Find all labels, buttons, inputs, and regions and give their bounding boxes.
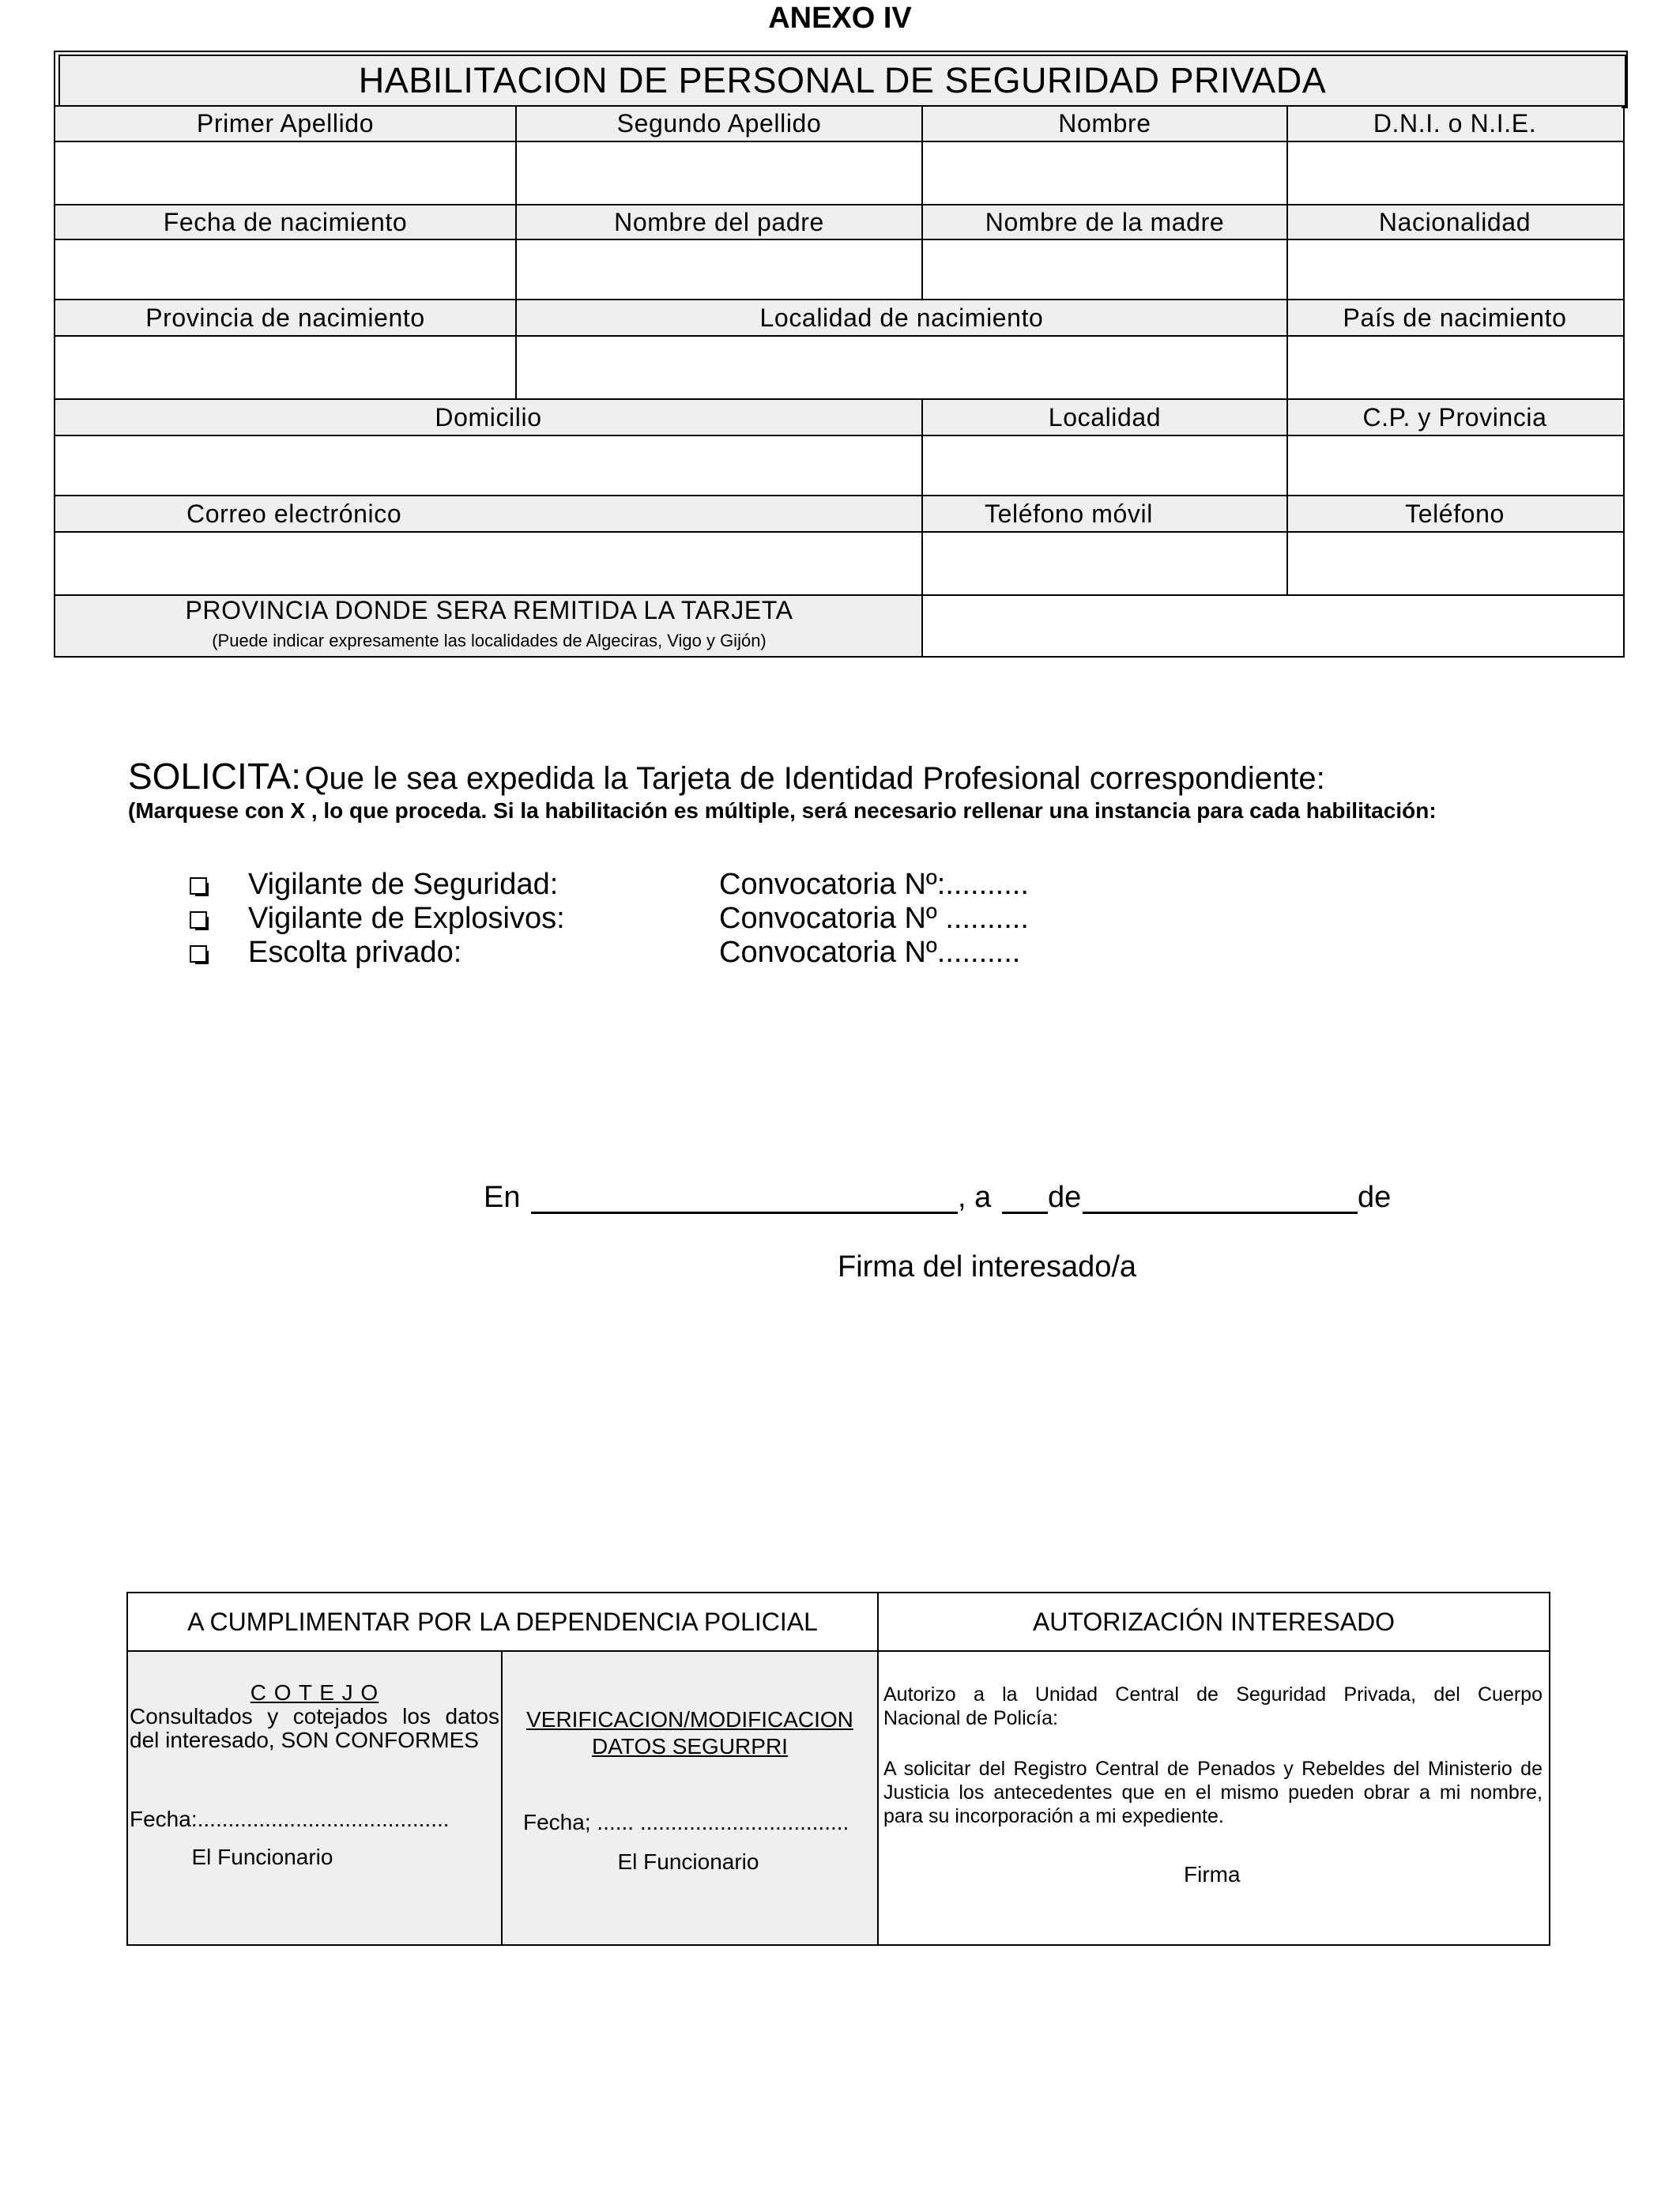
label-fecha-nacimiento: Fecha de nacimiento [55,205,515,239]
checkbox-vigilante-explosivos[interactable] [190,911,207,929]
field-telefono[interactable] [1288,533,1622,594]
field-dni[interactable] [1288,142,1622,204]
option-label: Escolta privado: [248,936,462,969]
label-provincia-nacimiento: Provincia de nacimiento [55,300,515,335]
field-nombre-padre[interactable] [517,240,921,299]
field-localidad[interactable] [923,436,1286,495]
province-label: PROVINCIA DONDE SERA REMITIDA LA TARJETA [185,596,793,624]
verificacion-cell [503,1652,877,1944]
grid-line [1286,299,1288,400]
label-cp-provincia: C.P. y Provincia [1288,400,1622,435]
field-provincia-tarjeta[interactable] [925,596,1622,656]
label-nombre: Nombre [923,107,1286,141]
annex-title: ANEXO IV [768,2,912,35]
verif-fecha: Fecha; ...... .................................. [523,1810,849,1834]
grid-line [1286,105,1288,299]
grid-line [54,299,1625,300]
field-provincia-nacimiento[interactable] [55,337,515,398]
option-convocatoria: Convocatoria Nº.......... [719,936,1021,969]
field-dia[interactable] [1002,1212,1048,1214]
verif-title1: VERIFICACION/MODIFICACION [526,1707,853,1732]
solicita-word: SOLICITA: [128,756,301,797]
grid-line [54,656,1625,658]
grid-line [54,141,1625,142]
cotejo-line1: Consultados y cotejados los datos [130,1704,499,1728]
field-nacionalidad[interactable] [1288,240,1622,299]
grid-line [54,594,1625,596]
field-mes[interactable] [1083,1212,1358,1214]
bottom-right-header: AUTORIZACIÓN INTERESADO [1032,1607,1396,1636]
auth-line5: para su incorporación a mi expediente. [883,1805,1224,1827]
cotejo-fecha: Fecha:......................................... [130,1807,450,1831]
grid-line [921,398,923,658]
label-telefono-movil-cell [923,496,1286,531]
verif-title2: DATOS SEGURPRI [592,1734,788,1759]
field-segundo-apellido[interactable] [517,142,921,204]
bottom-grid-line [126,1592,1550,1593]
province-note: (Puede indicar expresamente las localidades de Algeciras, Vigo y Gijón) [212,631,767,650]
field-fecha-nacimiento[interactable] [55,240,515,299]
checkbox-escolta-privado[interactable] [190,945,207,963]
field-nombre-madre[interactable] [923,240,1286,299]
grid-line [921,204,923,300]
grid-line [54,495,1625,496]
grid-line [54,335,1625,337]
cotejo-funcionario: El Funcionario [191,1845,333,1869]
solicita-line [128,755,1325,797]
bottom-grid-line [126,1650,1550,1652]
bottom-grid-line [126,1944,1550,1946]
grid-line [54,105,1625,107]
grid-line [1286,398,1288,596]
grid-line [54,435,1625,436]
bottom-grid-line [1549,1592,1550,1946]
option-convocatoria: Convocatoria Nº:.......... [719,868,1029,901]
field-nombre[interactable] [923,142,1286,204]
field-domicilio[interactable] [55,436,921,495]
field-telefono-movil[interactable] [923,533,1286,594]
checkbox-vigilante-seguridad[interactable] [190,877,207,895]
form-title: HABILITACION DE PERSONAL DE SEGURIDAD PRIVADA [58,55,1626,107]
label-nacionalidad: Nacionalidad [1288,205,1622,239]
label-domicilio: Domicilio [55,400,921,435]
auth-line1: Autorizo a la Unidad Central de Seguridad Privada, del Cuerpo [883,1683,1543,1706]
label-primer-apellido: Primer Apellido [55,107,515,141]
field-lugar[interactable] [531,1212,958,1214]
bottom-grid-line [126,1592,128,1946]
label-localidad-nacimiento: Localidad de nacimiento [517,300,1286,335]
solicita-instruction: (Marquese con X , lo que proceda. Si la habilitación es múltiple, será necesario rellenar una instancia para cada habilitación: [128,798,1437,823]
label-segundo-apellido: Segundo Apellido [517,107,921,141]
auth-line4: Justicia los antecedentes que en el mismo pueden obrar a mi nombre, [883,1781,1543,1804]
label-dni: D.N.I. o N.I.E. [1288,107,1622,141]
label-telefono: Teléfono [1288,496,1622,531]
label-correo: Correo electrónico [186,499,402,528]
label-nombre-madre: Nombre de la madre [923,205,1286,239]
option-label: Vigilante de Seguridad: [248,868,559,901]
grid-line [54,204,1625,205]
option-convocatoria: Convocatoria Nº .......... [719,902,1029,935]
signature-de1: de [1048,1181,1082,1214]
grid-line [515,105,517,400]
bottom-grid-line [877,1592,879,1946]
verif-funcionario: El Funcionario [617,1849,759,1874]
field-primer-apellido[interactable] [55,142,515,204]
label-pais-nacimiento: País de nacimiento [1288,300,1622,335]
grid-line [921,105,923,204]
cotejo-title: C O T E J O [250,1680,379,1705]
signature-en: En [484,1181,521,1214]
cotejo-line2: del interesado, SON CONFORMES [130,1728,479,1752]
grid-line [54,105,55,658]
field-correo[interactable] [55,533,921,594]
grid-line [54,398,1625,400]
option-label: Vigilante de Explosivos: [248,902,565,935]
label-localidad: Localidad [923,400,1286,435]
signature-de2: de [1358,1181,1392,1214]
solicita-text: Que le sea expedida la Tarjeta de Identidad Profesional correspondiente: [304,761,1325,796]
label-nombre-padre: Nombre del padre [517,205,921,239]
auth-line2: Nacional de Policía: [883,1707,1058,1729]
bottom-left-header: A CUMPLIMENTAR POR LA DEPENDENCIA POLICIAL [128,1593,877,1650]
field-cp-provincia[interactable] [1288,436,1622,495]
label-row-correo [55,496,921,531]
bottom-grid-line [501,1650,503,1946]
grid-line [54,531,1625,533]
auth-firma: Firma [1184,1862,1241,1887]
field-localidad-nacimiento[interactable] [517,337,1286,398]
signature-a: , a [958,1181,992,1214]
grid-line [1623,105,1625,658]
grid-line [54,239,1625,240]
field-pais-nacimiento[interactable] [1288,337,1622,398]
label-telefono-movil: Teléfono móvil [985,499,1153,528]
auth-line3: A solicitar del Registro Central de Penados y Rebeldes del Ministerio de [883,1758,1543,1780]
signature-firma: Firma del interesado/a [838,1250,1137,1284]
